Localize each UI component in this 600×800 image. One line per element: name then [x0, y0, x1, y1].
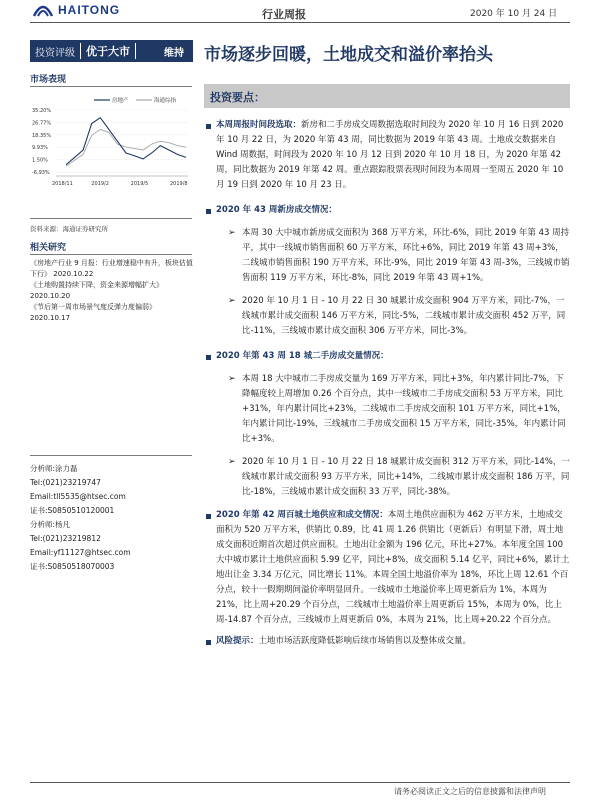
list-item-text: 2020 年 10 月 1 日 - 10 月 22 日 30 城累计成交面积 904 万平方米，同比-7%，一线城市累计成交面积 146 万平方米，同比-5%，二线城市累计成交面积 452 万平，同比-11%，三线城市累计成交面积 306 万平方米，同比-3%。: [242, 296, 566, 336]
key-points-heading: 投资要点：: [210, 91, 265, 104]
paragraph-text: 新房和二手房成交周数据选取时间段为 2020 年 10 月 16 日到 2020 年 10 月 22 日，为 2020 年第 43 周，同比数据为 2019 年第 43 周。土地成交数据来自 Wind 周数据，时间段为 2020 年 10 月 12 日到 2020 年 10 月 18 日，为 2020 年第 42 周，同比数据为 2019 年第 42 周。重点跟踪股票表现时间段为本周周一至周五 2020 年 10 月 19 日到 2020 年 10 月 23 日。: [216, 120, 564, 190]
legend-property: 房地产: [112, 98, 129, 104]
chart-source: 资料来源：海通证券研究所: [30, 225, 108, 233]
square-bullet-icon: [206, 514, 211, 519]
y-tick-label: -6.93%: [32, 170, 50, 176]
square-bullet-icon: [206, 640, 211, 645]
analyst-email[interactable]: Email:yf11127@htsec.com: [30, 548, 131, 557]
related-heading-rule: [30, 254, 192, 255]
section-heading-text: 2020 年 43 周新房成交情况：: [216, 205, 337, 215]
arrow-bullet-icon: ➢: [228, 457, 236, 467]
risk-paragraph: [204, 634, 570, 649]
x-tick-label: 2019/5: [130, 181, 149, 187]
series-line-property: [66, 118, 186, 165]
related-item[interactable]: [30, 280, 194, 302]
analyst-name: 分析师:涂力磊: [30, 464, 78, 473]
page-header: [0, 0, 600, 30]
square-bullet-icon: [206, 355, 211, 360]
list-item: [204, 372, 570, 447]
paragraph-text: 土地市场活跃度降低影响后续市场销售以及整体成交量。: [258, 636, 472, 646]
list-item-text: 本周 30 大中城市新房成交面积为 368 万平方米，环比-6%，同比 2019 年第 43 周持平，其中一线城市销售面积 60 万平方米，环比+6%，同比 2019 年第 43 周+3%，二线城市销售面积 190 万平方米，环比-9%，同比 2019 年第 43 周-3%，三线城市销售面积 119 万平方米，环比-8%，同比 2019 年第 43 周+1%。: [242, 228, 570, 283]
list-item-text: 本周 18 大中城市二手房成交量为 169 万平方米，同比+3%，年内累计同比-7%，下降幅度较上周增加 0.26 个百分点，其中一线城市二手房成交面积 53 万平方米，同比+31%，年内累计同比+23%，二线城市二手房成交面积 101 万平方米，同比+1%，年内累计同比-19%，三线城市二手房成交面积 15 万平方米，同比-35%，年内累计同比+3%。: [242, 374, 566, 444]
analyst-cert: 证书:S0850510120001: [30, 506, 115, 515]
report-title: 市场逐步回暖，土地成交和溢价率抬头: [204, 45, 493, 65]
market-heading-rule: [30, 86, 192, 87]
report-date: 2020 年 10 月 24 日: [470, 9, 558, 19]
section-heading-second-hand: [204, 349, 570, 364]
related-date: 2020.10.20: [30, 292, 71, 300]
logo: [32, 0, 120, 18]
y-tick-label: 18.35%: [32, 132, 52, 139]
logo-text: HAITONG: [58, 3, 121, 17]
related-research-list: [30, 258, 194, 324]
disclaimer-note: 请务必阅读正文之后的信息披露和法律声明: [394, 787, 546, 796]
square-bullet-icon: [206, 209, 211, 214]
section-heading-text: 2020 年第 43 周 18 城二手房成交量情况：: [216, 351, 389, 361]
market-performance-chart: [30, 92, 194, 192]
haitong-logo-icon: [32, 0, 54, 18]
y-tick-label: 26.77%: [32, 120, 52, 127]
arrow-bullet-icon: ➢: [228, 228, 236, 238]
list-item: [204, 294, 570, 339]
rating-separator: [80, 43, 81, 59]
list-item: [204, 226, 570, 286]
footer-divider: [30, 782, 570, 783]
rating-action: 维持: [164, 47, 184, 59]
period-paragraph: [204, 118, 570, 193]
paragraph-text: 本周土地供应面积为 462 万平方米，土地成交面积为 520 万平方米，供销比 0.89，比 41 周 1.26 供销比（更新后）有明显下滑，周土地成交面积近期首次超过供应面积。土地出让金额为 196 亿元，环比+27%。本年度全国 100 大中城市累计土地供应面积 5.99 亿平，同比+8%，成交面积 5.14 亿平，同比+6%，累计土地出让金 3.34 万亿元，同比增长 11%。本周全国土地溢价率为 18%，环比上周 12.61 个百分点，较十一假期期间溢价率明显回升。一线城市土地溢价率上周更新后为 1%，本周为 21%，比上周+20.29 个百分点，二线城市土地溢价率上周更新后 15%，本周为 0%，比上周-14.87 个百分点，三线城市上周更新后 0%，本周为 21%，比上周+20.22 个百分点。: [216, 510, 570, 625]
related-title: 《节后第一周市场景气度反弹力度偏弱》: [30, 303, 156, 311]
related-heading: 相关研究: [30, 243, 67, 253]
arrow-bullet-icon: ➢: [228, 374, 236, 384]
x-tick-label: 2019/2: [91, 181, 109, 187]
header-divider: [30, 22, 570, 23]
document-type: 行业周报: [262, 8, 306, 21]
y-tick-label: 35.20%: [32, 108, 52, 114]
square-bullet-icon: [206, 124, 211, 129]
arrow-bullet-icon: ➢: [228, 296, 236, 306]
paragraph-lead: 本周周报时间段选取：: [216, 120, 302, 130]
analyst-contacts: [30, 462, 190, 574]
analyst-tel: Tel:(021)23219747: [30, 478, 101, 487]
rating-value: 优于大市: [86, 45, 130, 58]
y-tick-label: 1.50%: [32, 157, 48, 164]
rating-box: [30, 40, 193, 62]
y-tick-label: 9.93%: [32, 145, 48, 152]
list-item-text: 2020 年 10 月 1 日 - 10 月 22 日 18 城累计成交面积 312 万平方米，同比-14%，一线城市累计成交面积 93 万平方米，同比+14%，二线城市累计成交面积 186 万平，同比-18%，三线城市累计成交面积 33 万平，同比-38%。: [242, 457, 570, 497]
x-tick-label: 2018/11: [52, 181, 73, 187]
related-date: 2020.10.17: [30, 314, 71, 322]
chart-bottom-rule: [30, 218, 192, 219]
rating-label: 投资评级: [35, 47, 75, 59]
legend-index: 海通综指: [154, 98, 177, 104]
related-item[interactable]: [30, 258, 194, 280]
list-item: [204, 455, 570, 500]
analyst-email[interactable]: Email:tll5535@htsec.com: [30, 492, 126, 501]
rating-separator: [135, 43, 136, 59]
land-paragraph: [204, 508, 570, 628]
section-heading-new-homes: [204, 203, 570, 218]
related-title: 《房地产行业 9 月报：行业增速稳中有升，板块估值下行》: [30, 259, 193, 278]
paragraph-lead: 风险提示：: [216, 636, 259, 646]
x-tick-label: 2019/8: [170, 181, 188, 187]
related-title: 《土地购置持续下降，资金来源增幅扩大》: [30, 281, 163, 289]
related-item[interactable]: [30, 302, 194, 324]
analyst-rule: [30, 455, 192, 456]
analyst-cert: 证书:S0850518070003: [30, 562, 115, 571]
related-date: 2020.10.22: [53, 270, 94, 278]
market-heading: 市场表现: [30, 75, 67, 85]
paragraph-lead: 2020 年第 42 周百城土地供应和成交情况：: [216, 510, 388, 520]
report-body: [204, 118, 570, 655]
analyst-name: 分析师:杨凡: [30, 520, 71, 529]
analyst-tel: Tel:(021)23219812: [30, 534, 101, 543]
